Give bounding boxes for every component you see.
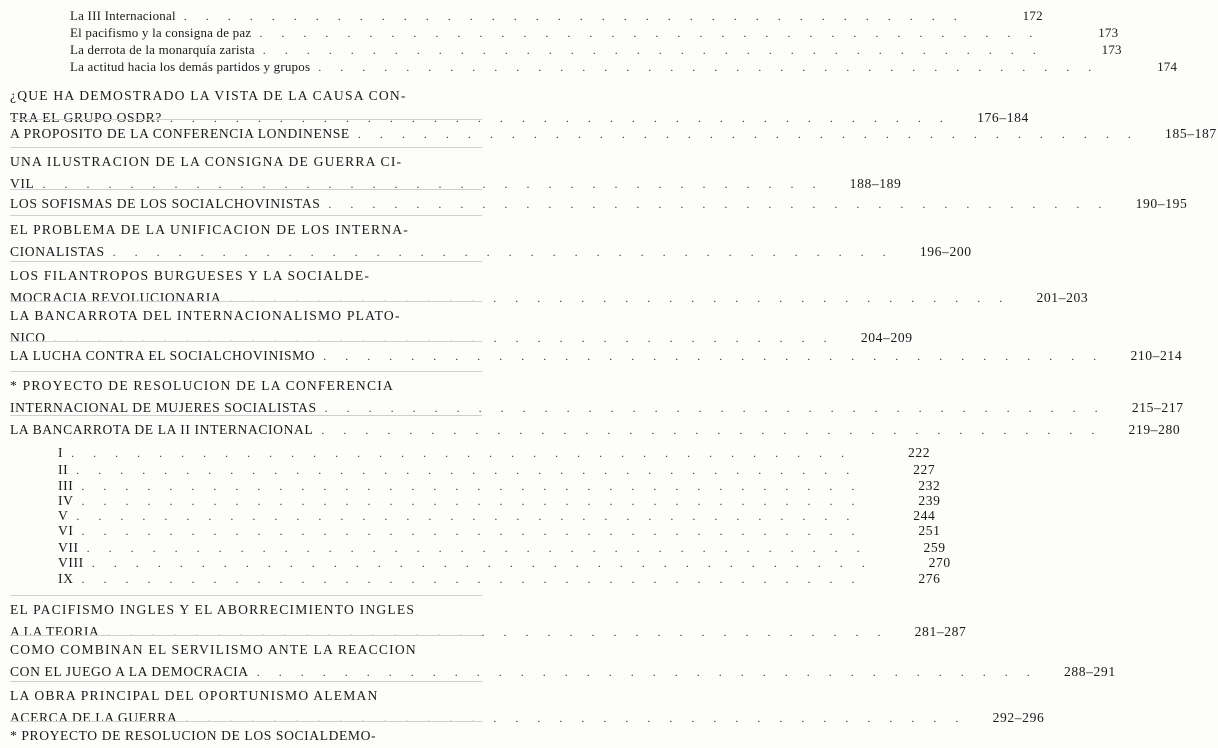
entry-title-line: A LA TEORIA	[10, 624, 100, 639]
entry-title-line: COMO COMBINAN EL SERVILISMO ANTE LA REACCION	[10, 642, 417, 657]
leader-dots: . . . . . . . . . . . . . . . . . . . . . . . . . . . . . . . . . . . .	[53, 331, 835, 345]
leader-dots: . . . . . . . . . . . . . . . . . . . . . . . . . . . . . . . . . . . .	[323, 349, 1105, 363]
divider	[10, 119, 482, 120]
leader-dots: . . . . . . . . . . . . . . . . . . . . . . . . . . . . . . . . . . . .	[169, 111, 951, 125]
page-number: 176–184	[977, 110, 1029, 125]
entry-title-line: LOS FILANTROPOS BURGUESES Y LA SOCIALDE-	[10, 268, 371, 283]
entry-title-line: La derrota de la monarquía zarista	[70, 42, 255, 57]
entry-title-line: El pacifismo y la consigna de paz	[70, 25, 252, 40]
leader-dots: . . . . . . . . . . . . . . . . . . . . . . . . . . . . . . . . . . . .	[256, 665, 1038, 679]
divider	[10, 415, 482, 416]
leader-dots: . . . . . . . . . . . . . . . . . . . . . . . . . . . . . . . . . . . .	[357, 127, 1139, 141]
entry-title-line: V	[58, 508, 69, 523]
divider	[10, 215, 482, 216]
page-number: 215–217	[1131, 400, 1184, 415]
page-number: 251	[918, 523, 941, 538]
divider	[10, 595, 482, 596]
leader-dots: . . . . . . . . . . . . . . . . . . . . . . . . . . . . . . . . . . . .	[81, 524, 863, 538]
page-number: 173	[1101, 42, 1122, 57]
entry-title-line: NICO	[10, 330, 46, 345]
divider	[10, 189, 482, 190]
page-number: 204–209	[860, 330, 913, 345]
leader-dots: . . . . . . . . . . . . . . . . . . . . . . . . . . . . . . . . . . . .	[86, 541, 868, 555]
leader-dots: . . . . . . . . . . . . . . . . . . . . . . . . . . . . . . . . . . . .	[328, 197, 1110, 211]
entry-title-line: IX	[58, 571, 74, 586]
entry-title-line: II	[58, 462, 69, 477]
leader-dots: . . . . . . . . . . . . . . . . . . . . . . . . . . . . . . . . . . . .	[91, 556, 873, 570]
entry-title-line: INTERNACIONAL DE MUJERES SOCIALISTAS	[10, 400, 317, 415]
page-number: 232	[918, 478, 941, 493]
entry-title-line: LA LUCHA CONTRA EL SOCIALCHOVINISMO	[10, 348, 316, 363]
entry-title-line: A PROPOSITO DE LA CONFERENCIA LONDINENSE	[10, 126, 350, 141]
leader-dots: . . . . . . . . . . . . . . . . . . . . . . . . . . . . . . . . . . . .	[81, 494, 863, 508]
page-number: 201–203	[1036, 290, 1089, 305]
entry-title-line: LOS SOFISMAS DE LOS SOCIALCHOVINISTAS	[10, 196, 321, 211]
leader-dots: . . . . . . . . . . . . . . . . . . . . . . . . . . . . . . . . . . . .	[76, 463, 858, 477]
divider	[10, 147, 482, 148]
entry-title-line: ¿QUE HA DEMOSTRADO LA VISTA DE LA CAUSA CON-	[10, 88, 407, 103]
divider	[10, 681, 482, 682]
entry-title-line: VIL	[10, 176, 35, 191]
leader-dots: . . . . . . . . . . . . . . . . . . . . . . . . . . . . . . . . . . . .	[318, 60, 1100, 74]
entry-title-line: VI	[58, 523, 74, 538]
divider	[10, 341, 482, 342]
leader-dots: . . . . . . . . . . . . . . . . . . . . . . . . . . . . . . . . . . . .	[259, 26, 1041, 40]
divider	[10, 721, 482, 722]
page-number: 185–187	[1165, 126, 1217, 141]
page-number: 222	[907, 445, 931, 460]
entry-title-line: La actitud hacia los demás partidos y grupos	[70, 59, 311, 74]
entry-title-line: EL PACIFISMO INGLES Y EL ABORRECIMIENTO INGLES	[10, 602, 416, 617]
leader-dots: . . . . . . . . . . . . . . . . . . . . . . . . . . . . . . . . . . . .	[81, 572, 863, 586]
leader-dots: . . . . . . . . . . . . . . . . . . . . . . . . . . . . . . . . . . . .	[183, 9, 965, 23]
entry-title-line: * PROYECTO DE RESOLUCION DE LA CONFERENCIA	[10, 378, 394, 393]
leader-dots: . . . . . . . . . . . . . . . . . . . . . . . . . . . . . . . . . . . .	[321, 423, 1103, 437]
leader-dots: . . . . . . . . . . . . . . . . . . . . . . . . . . . . . . . . . . . .	[324, 401, 1106, 415]
leader-dots: . . . . . . . . . . . . . . . . . . . . . . . . . . . . . . . . . . . .	[112, 245, 894, 259]
entry-title-line: UNA ILUSTRACION DE LA CONSIGNA DE GUERRA CI-	[10, 154, 403, 169]
page-number: 281–287	[914, 624, 967, 639]
page-number: 172	[1022, 8, 1043, 23]
leader-dots: . . . . . . . . . . . . . . . . . . . . . . . . . . . . . . . . . . . .	[262, 43, 1044, 57]
entry-title-line: LA BANCARROTA DEL INTERNACIONALISMO PLATO-	[10, 308, 401, 323]
leader-dots: . . . . . . . . . . . . . . . . . . . . . . . . . . . . . . . . . . . .	[185, 711, 967, 725]
page-number: 244	[913, 508, 936, 523]
divider	[10, 301, 482, 302]
entry-title-line: EL PROBLEMA DE LA UNIFICACION DE LOS INTERNA-	[10, 222, 409, 237]
leader-dots: . . . . . . . . . . . . . . . . . . . . . . . . . . . . . . . . . . . .	[76, 509, 858, 523]
entry-title-line: VIII	[58, 555, 84, 570]
entry-title-line: LA OBRA PRINCIPAL DEL OPORTUNISMO ALEMAN	[10, 688, 379, 703]
entry-title-line: * PROYECTO DE RESOLUCION DE LOS SOCIALDEMO-	[10, 728, 377, 743]
page-number: 288–291	[1063, 664, 1116, 679]
leader-dots: . . . . . . . . . . . . . . . . . . . . . . . . . . . . . . . . . . . .	[81, 479, 863, 493]
entry-title-line: IV	[58, 493, 74, 508]
entry-title-line: MOCRACIA REVOLUCIONARIA	[10, 290, 222, 305]
page-number: 196–200	[919, 244, 972, 259]
entry-title-line: ACERCA DE LA GUERRA	[10, 710, 178, 725]
entry-title-line: I	[58, 445, 64, 460]
page-number: 259	[923, 540, 946, 555]
leader-dots: . . . . . . . . . . . . . . . . . . . . . . . . . . . . . . . . . . . .	[71, 446, 853, 460]
page-number: 292–296	[992, 710, 1045, 725]
divider	[10, 635, 482, 636]
divider	[10, 371, 482, 372]
page-number: 270	[928, 555, 951, 570]
entry-title-line: LA BANCARROTA DE LA II INTERNACIONAL	[10, 422, 314, 437]
entry-title-line: CON EL JUEGO A LA DEMOCRACIA	[10, 664, 249, 679]
page-number: 227	[913, 462, 936, 477]
page-number: 276	[918, 571, 941, 586]
entry-title-line: CIONALISTAS	[10, 244, 105, 259]
page-number: 239	[918, 493, 941, 508]
entry-title-line: III	[58, 478, 74, 493]
page-number: 174	[1157, 59, 1178, 74]
entry-title-line: TRA EL GRUPO OSDR?	[10, 110, 162, 125]
page-number: 188–189	[849, 176, 902, 191]
entry-title-line: VII	[58, 540, 79, 555]
page-number: 190–195	[1135, 196, 1188, 211]
page-number: 210–214	[1130, 348, 1183, 363]
leader-dots: . . . . . . . . . . . . . . . . . . . . . . . . . . . . . . . . . . . .	[107, 625, 889, 639]
page-number: 219–280	[1128, 422, 1181, 437]
leader-dots: . . . . . . . . . . . . . . . . . . . . . . . . . . . . . . . . . . . .	[229, 291, 1011, 305]
leader-dots: . . . . . . . . . . . . . . . . . . . . . . . . . . . . . . . . . . . .	[42, 177, 824, 191]
divider	[10, 261, 482, 262]
entry-title-line: La III Internacional	[70, 8, 176, 23]
page-number: 173	[1098, 25, 1119, 40]
